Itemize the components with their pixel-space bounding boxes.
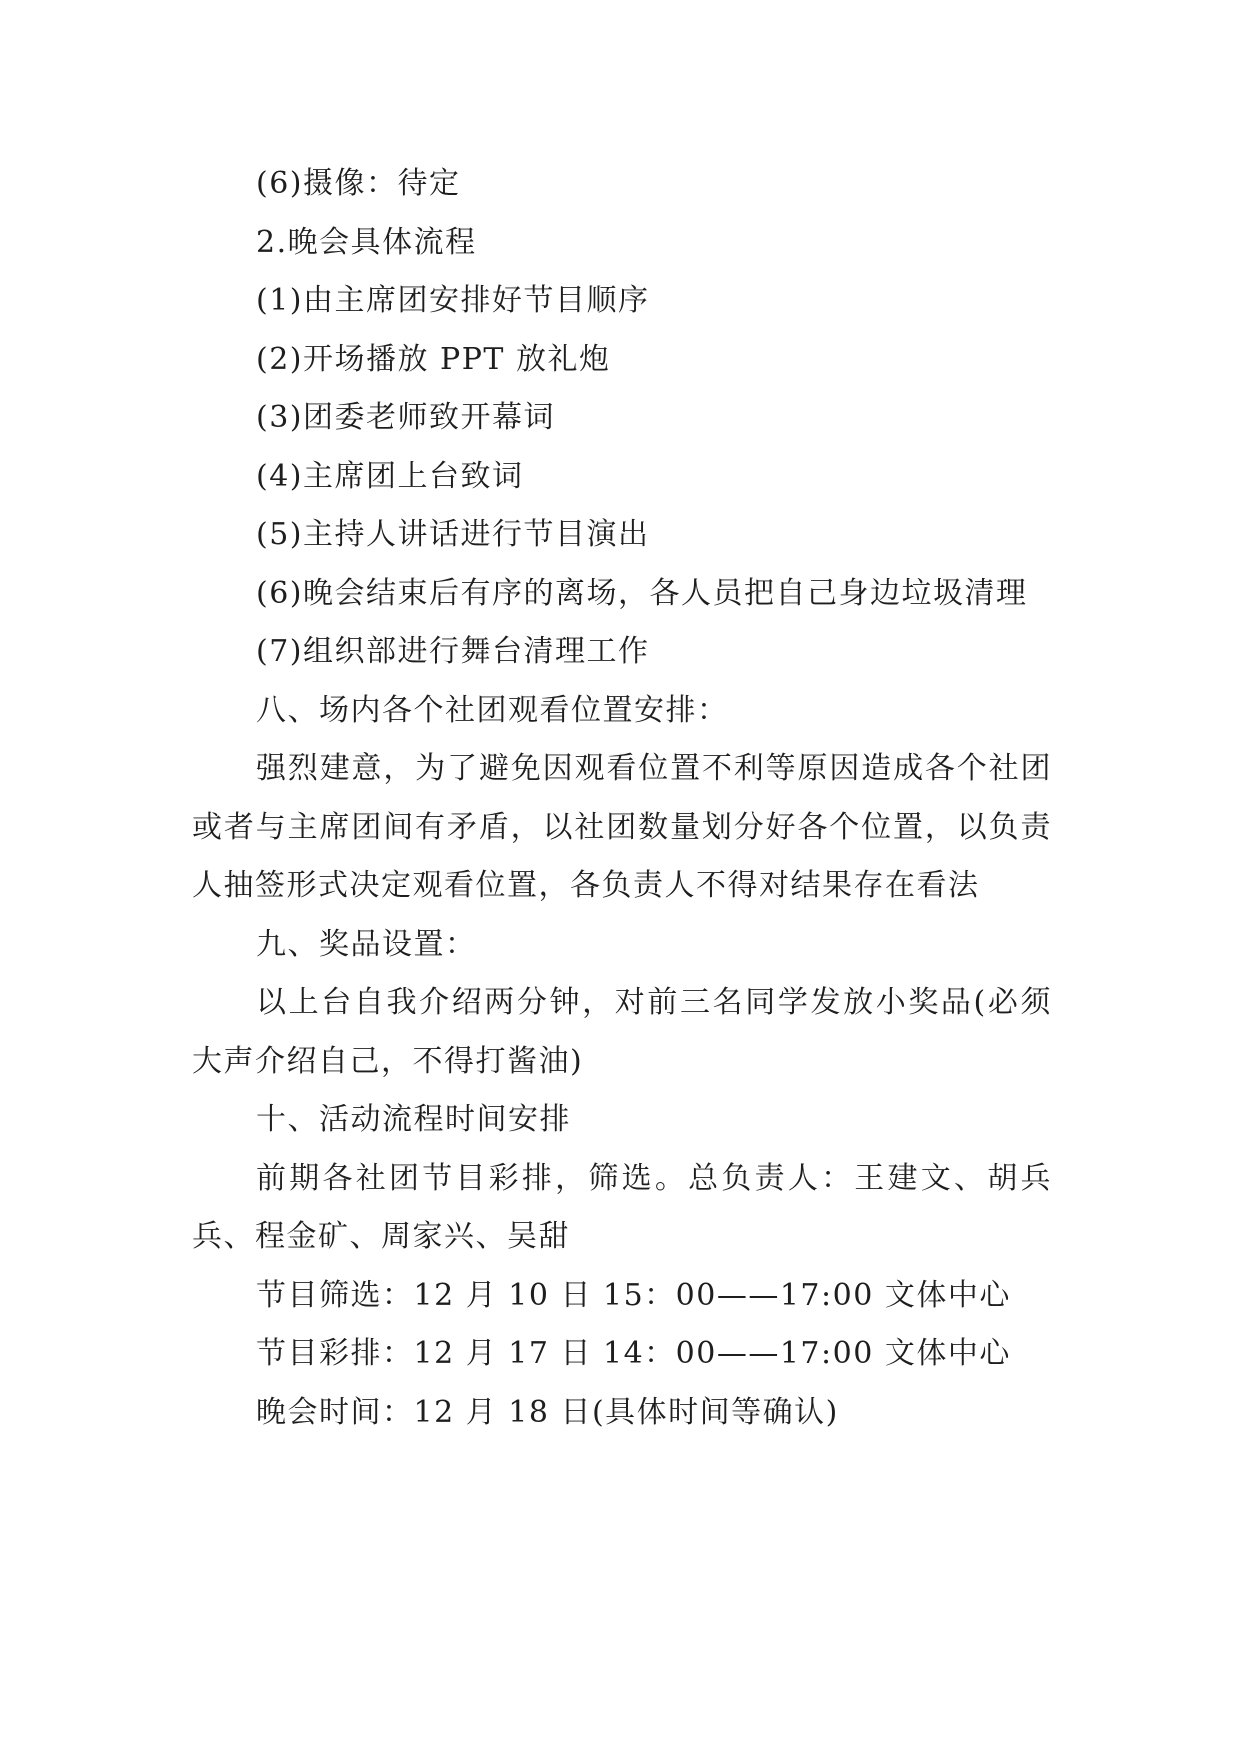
paragraph-flow-step-3: (3)团委老师致开幕词 <box>256 400 555 435</box>
paragraph-rehearsal-leads: 前期各社团节目彩排，筛选。总负责人：王建文、胡兵兵、程金矿、周家兴、吴甜 <box>192 1160 1052 1254</box>
section-heading-schedule: 十、活动流程时间安排 <box>256 1102 571 1137</box>
paragraph-program-rehearsal: 节目彩排：12 月 17 日 14：00——17:00 文体中心 <box>256 1336 1011 1371</box>
paragraph-flow-step-7: (7)组织部进行舞台清理工作 <box>256 634 650 669</box>
paragraph-flow-step-5: (5)主持人讲话进行节目演出 <box>256 517 650 552</box>
paragraph-program-screening: 节目筛选：12 月 10 日 15：00——17:00 文体中心 <box>256 1277 1011 1313</box>
paragraph-camera: (6)摄像：待定 <box>256 166 461 201</box>
paragraph-flow-step-6: (6)晚会结束后有序的离场，各人员把自己身边垃圾清理 <box>256 575 1028 611</box>
paragraph-prize-details: 以上台自我介绍两分钟，对前三名同学发放小奖品(必须大声介绍自己，不得打酱油) <box>192 985 1052 1079</box>
paragraph-flow-step-1: (1)由主席团安排好节目顺序 <box>256 283 650 318</box>
section-heading-prizes: 九、奖品设置： <box>256 926 477 962</box>
section-heading-party-flow: 2.晚会具体流程 <box>256 224 477 260</box>
paragraph-flow-step-4: (4)主席团上台致词 <box>256 458 524 494</box>
paragraph-flow-step-2: (2)开场播放 PPT 放礼炮 <box>256 341 611 377</box>
section-heading-seating: 八、场内各个社团观看位置安排： <box>256 692 729 728</box>
document-body <box>192 155 1052 1442</box>
paragraph-party-time: 晚会时间：12 月 18 日(具体时间等确认) <box>256 1394 839 1430</box>
paragraph-seating-details: 强烈建意，为了避免因观看位置不利等原因造成各个社团或者与主席团间有矛盾，以社团数量划分好各个位置，以负责人抽签形式决定观看位置，各负责人不得对结果存在看法 <box>192 751 1052 903</box>
